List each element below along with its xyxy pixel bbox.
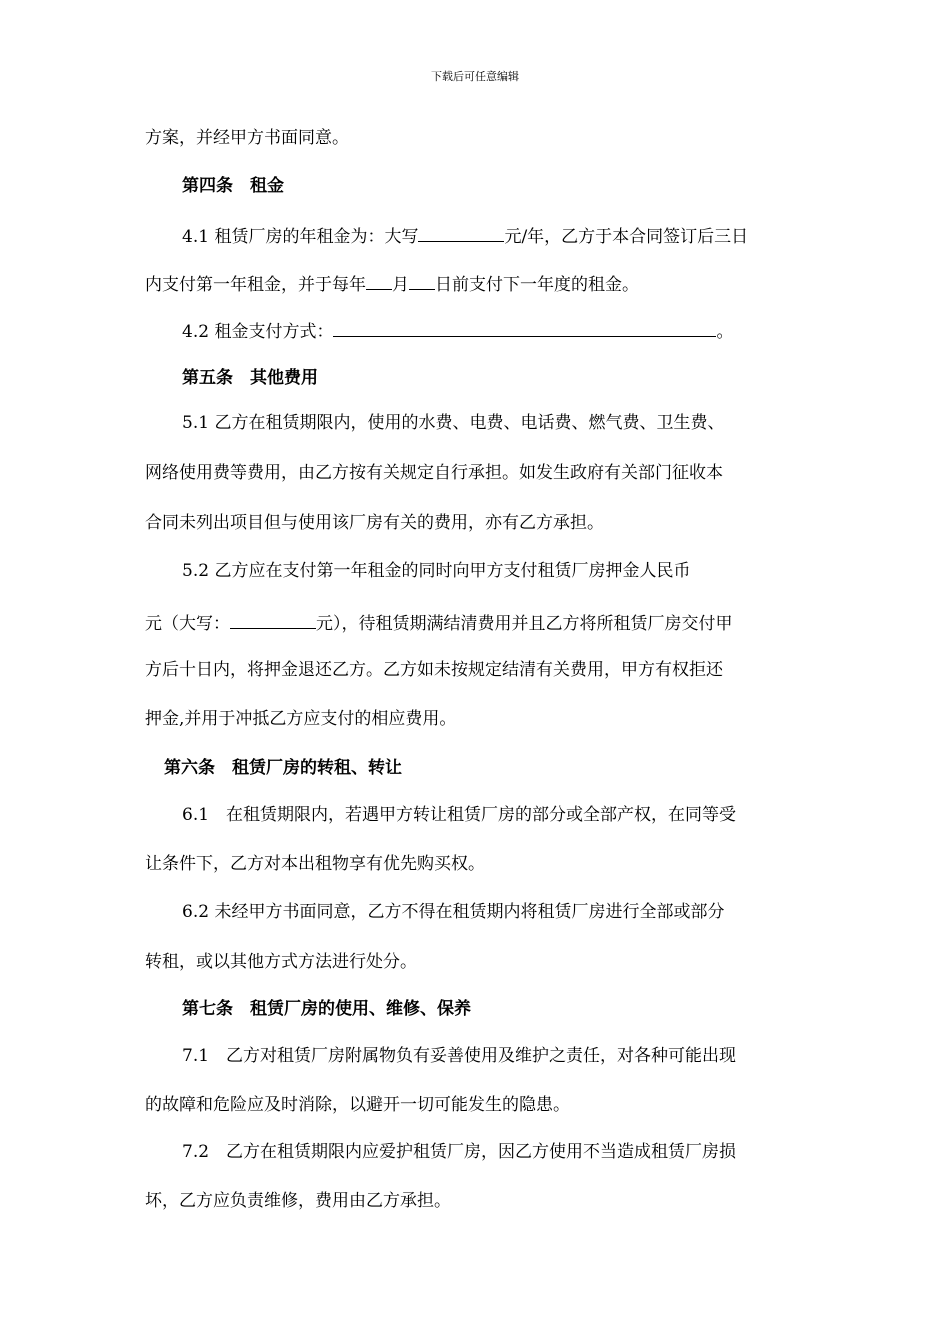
clause-7-2-line: 7.2 乙方在租赁期限内应爱护租赁厂房，因乙方使用不当造成租赁厂房损 xyxy=(182,1142,737,1162)
clause-5-2-line: 5.2 乙方应在支付第一年租金的同时向甲方支付租赁厂房押金人民币 xyxy=(182,561,691,581)
paragraph-line: 坏，乙方应负责维修，费用由乙方承担。 xyxy=(145,1191,451,1211)
clause-4-1-text-a: 4.1 租赁厂房的年租金为：大写 xyxy=(182,227,419,247)
blank-payment-method xyxy=(333,318,716,337)
blank-annual-rent xyxy=(418,223,504,242)
paragraph-line: 让条件下，乙方对本出租物享有优先购买权。 xyxy=(145,854,485,874)
clause-4-2-text: 4.2 租金支付方式： xyxy=(182,322,334,342)
clause-4-1-cont-a: 内支付第一年租金，并于每年 xyxy=(145,275,366,295)
section-heading-4: 第四条 租金 xyxy=(182,176,284,196)
paragraph-line: 转租，或以其他方式方法进行处分。 xyxy=(145,952,417,972)
blank-month xyxy=(366,271,392,290)
clause-6-1-line: 6.1 在租赁期限内，若遇甲方转让租赁厂房的部分或全部产权，在同等受 xyxy=(182,805,737,825)
paragraph-line: 方案，并经甲方书面同意。 xyxy=(145,128,349,148)
paragraph-line: 押金,并用于冲抵乙方应支付的相应费用。 xyxy=(145,709,457,729)
section-heading-6: 第六条 租赁厂房的转租、转让 xyxy=(164,758,402,778)
paragraph-line: 网络使用费等费用，由乙方按有关规定自行承担。如发生政府有关部门征收本 xyxy=(145,463,723,483)
section-heading-7: 第七条 租赁厂房的使用、维修、保养 xyxy=(182,999,471,1019)
clause-7-1-line: 7.1 乙方对租赁厂房附属物负有妥善使用及维护之责任，对各种可能出现 xyxy=(182,1046,737,1066)
clause-5-2-text-b: 元），待租赁期满结清费用并且乙方将所租赁厂房交付甲 xyxy=(316,614,733,634)
clause-4-1-line xyxy=(182,223,842,247)
paragraph-line: 的故障和危险应及时消除，以避开一切可能发生的隐患。 xyxy=(145,1095,570,1115)
section-heading-5: 第五条 其他费用 xyxy=(182,368,318,388)
clause-4-1-cont-c: 日前支付下一年度的租金。 xyxy=(435,275,639,295)
paragraph-line: 合同未列出项目但与使用该厂房有关的费用，亦有乙方承担。 xyxy=(145,513,604,533)
clause-4-1-cont xyxy=(145,271,805,295)
clause-4-2-end: 。 xyxy=(716,322,734,342)
clause-4-2-line xyxy=(182,318,842,342)
blank-deposit-words xyxy=(230,610,316,629)
clause-5-2-cont xyxy=(145,610,805,634)
clause-4-1-cont-b: 月 xyxy=(392,275,409,295)
blank-day xyxy=(409,271,435,290)
clause-5-1-line: 5.1 乙方在租赁期限内，使用的水费、电费、电话费、燃气费、卫生费、 xyxy=(182,413,725,433)
clause-5-2-text-a: 元（大写： xyxy=(145,614,230,634)
page-header: 下载后可任意编辑 xyxy=(431,70,519,83)
clause-4-1-text-b: 元/年，乙方于本合同签订后三日 xyxy=(504,227,749,247)
paragraph-line: 方后十日内，将押金退还乙方。乙方如未按规定结清有关费用，甲方有权拒还 xyxy=(145,660,723,680)
clause-6-2-line: 6.2 未经甲方书面同意，乙方不得在租赁期内将租赁厂房进行全部或部分 xyxy=(182,902,725,922)
